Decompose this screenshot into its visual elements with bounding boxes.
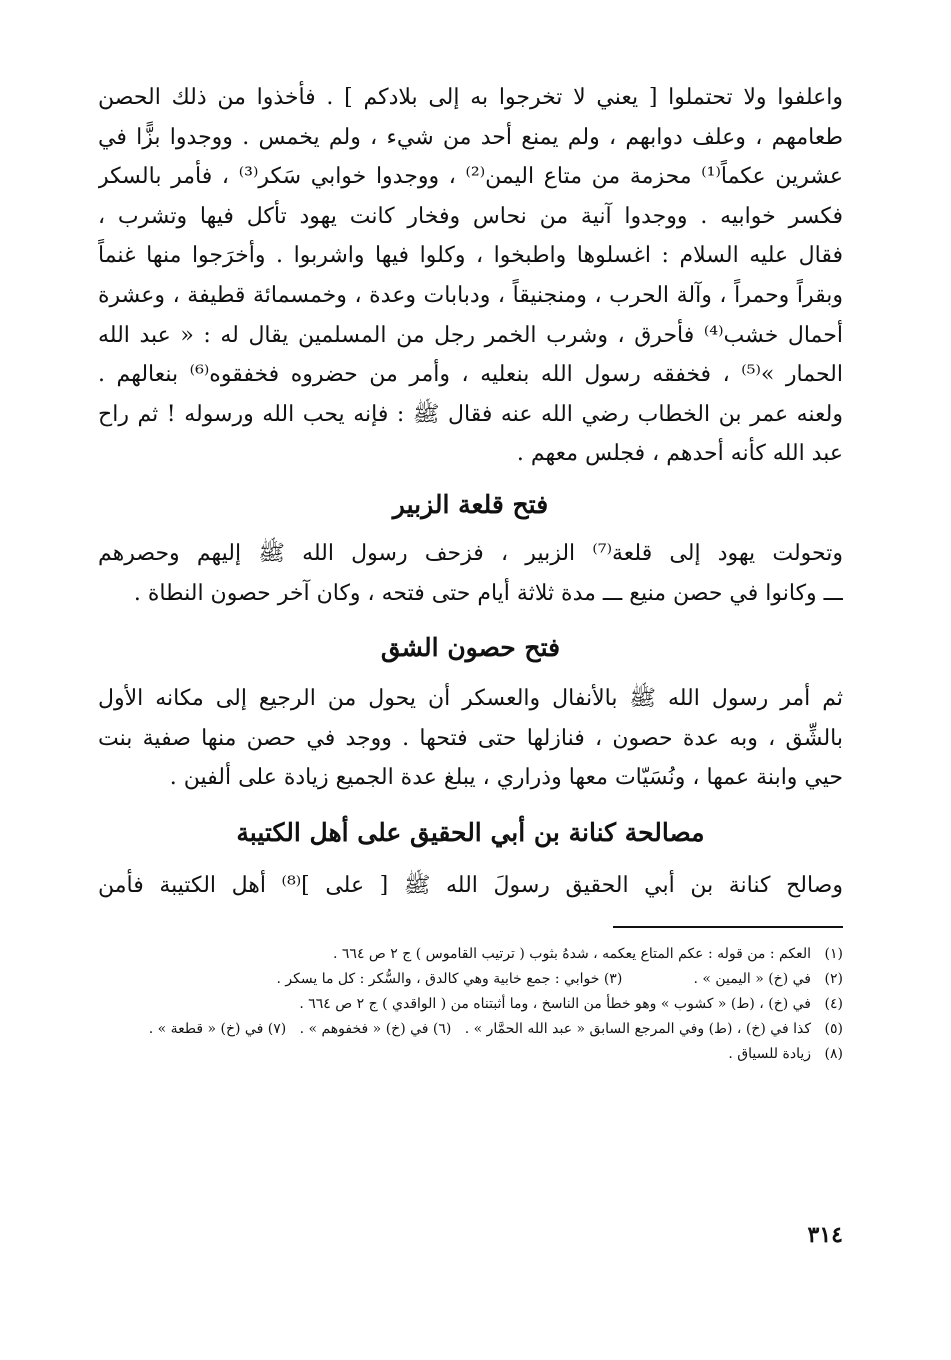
footnote-text: زيادة للسياق . xyxy=(728,1045,811,1062)
footnote-text: كذا في (خ) ، (ط) وفي المرجع السابق « عبد الله الحمَّار » . (٦) في (خ) « فخفوهم » . (٧) في (خ) « قطعة » . xyxy=(148,1020,811,1037)
text-line: الحمار »⁽⁵⁾ ، فخفقه رسول الله بنعليه ، وأمر من حضروه فخفقوه⁽⁶⁾ بنعالهم . xyxy=(98,362,843,388)
footnote-number: (٥) xyxy=(824,1020,843,1037)
footnote-text: في (خ) ، (ط) « كشوب » وهو خطأ من الناسخ ، وما أثبتناه من ( الواقدي ) ج ٢ ص ٦٦٤ . xyxy=(299,995,811,1012)
text-line: ـــ وكانوا في حصن منيع ـــ مدة ثلاثة أيام حتى فتحه ، وكان آخر حصون النطاة . xyxy=(133,580,843,606)
paragraph-2 xyxy=(98,534,843,613)
text-line: حيي وابنة عمها ، ونُسَيّات معها وذراري ، يبلغ عدة الجميع زيادة على ألفين . xyxy=(169,765,843,791)
text-line: ولعنه عمر بن الخطاب رضي الله عنه فقال ﷺ : فإنه يحب الله ورسوله ! ثم راح xyxy=(98,401,843,427)
paragraph-1 xyxy=(98,78,843,474)
footnotes xyxy=(98,942,843,1067)
text-line: عشرين عكماً⁽¹⁾ محزمة من متاع اليمن⁽²⁾ ، ووجدوا خوابي سَكر⁽³⁾ ، فأمر بالسكر xyxy=(98,164,843,190)
footnote-text: في (خ) « اليمين » . (٣) خوابي : جمع خابية وهي كالدق ، والسُّكر : كل ما يسكر . xyxy=(276,970,811,987)
text-line: طعامهم ، وعلف دوابهم ، ولم يمنع أحد من شيء ، ولم يخمس . ووجدوا بزًّا في xyxy=(98,124,843,150)
text-line: واعلفوا ولا تحتملوا [ يعني لا تخرجوا به إلى بلادكم ] . فأخذوا من ذلك الحصن xyxy=(98,85,843,110)
section-heading-shiqq-forts: فتح حصون الشق xyxy=(380,633,561,663)
text-line: فقال عليه السلام : اغسلوها واطبخوا ، وكلوا فيها واشربوا . وأخرَجوا منها غنماً xyxy=(98,243,843,269)
text-line: بالشِّق ، وبه عدة حصون ، فنازلها حتى فتحها . ووجد في حصن منها صفية بنت xyxy=(98,725,843,751)
footnote xyxy=(98,992,843,1017)
text-line: وصالح كنانة بن أبي الحقيق رسولَ الله ﷺ [ على ]⁽⁸⁾ أهل الكتيبة فأمن xyxy=(98,872,843,898)
text-line: أحمال خشب⁽⁴⁾ فأحرق ، وشرب الخمر رجل من المسلمين يقال له : « عبد الله xyxy=(98,322,843,348)
footnote-number: (١) xyxy=(824,945,843,962)
text-line: عبد الله كأنه أحدهم ، فجلس معهم . xyxy=(516,441,843,467)
page-number: ٣١٤ xyxy=(807,1222,843,1248)
text-line: وبقراً وحمراً ، وآلة الحرب ، ومنجنيقاً ، ودبابات وعدة ، وخمسمائة قطيفة ، وعشرة xyxy=(98,282,843,308)
section-heading-zubair-fort: فتح قلعة الزبير xyxy=(392,489,549,519)
footnote-text: العكم : من قوله : عكم المتاع يعكمه ، شدهُ بثوب ( ترتيب القاموس ) ج ٢ ص ٦٦٤ . xyxy=(333,945,811,962)
footnote-number: (٢) xyxy=(824,970,843,987)
text-line: فكسر خوابيه . ووجدوا آنية من نحاس وفخار كانت يهود تأكل فيها وتشرب ، xyxy=(98,203,843,229)
footnote xyxy=(98,967,843,992)
text-line: وتحولت يهود إلى قلعة⁽⁷⁾ الزبير ، فزحف رسول الله ﷺ إليهم وحصرهم xyxy=(98,540,843,566)
paragraph-3 xyxy=(98,679,843,798)
book-page xyxy=(98,78,843,1067)
footnote xyxy=(98,1042,843,1067)
footnote-separator xyxy=(613,926,843,928)
paragraph-4 xyxy=(98,866,843,906)
footnote-number: (٤) xyxy=(824,995,843,1012)
footnote xyxy=(98,942,843,967)
footnote-number: (٨) xyxy=(824,1045,843,1062)
section-heading-kinana-treaty: مصالحة كنانة بن أبي الحقيق على أهل الكتيبة xyxy=(236,817,705,847)
footnote xyxy=(98,1017,843,1042)
text-line: ثم أمر رسول الله ﷺ بالأنفال والعسكر أن يحول من الرجيع إلى مكانه الأول xyxy=(98,686,843,712)
